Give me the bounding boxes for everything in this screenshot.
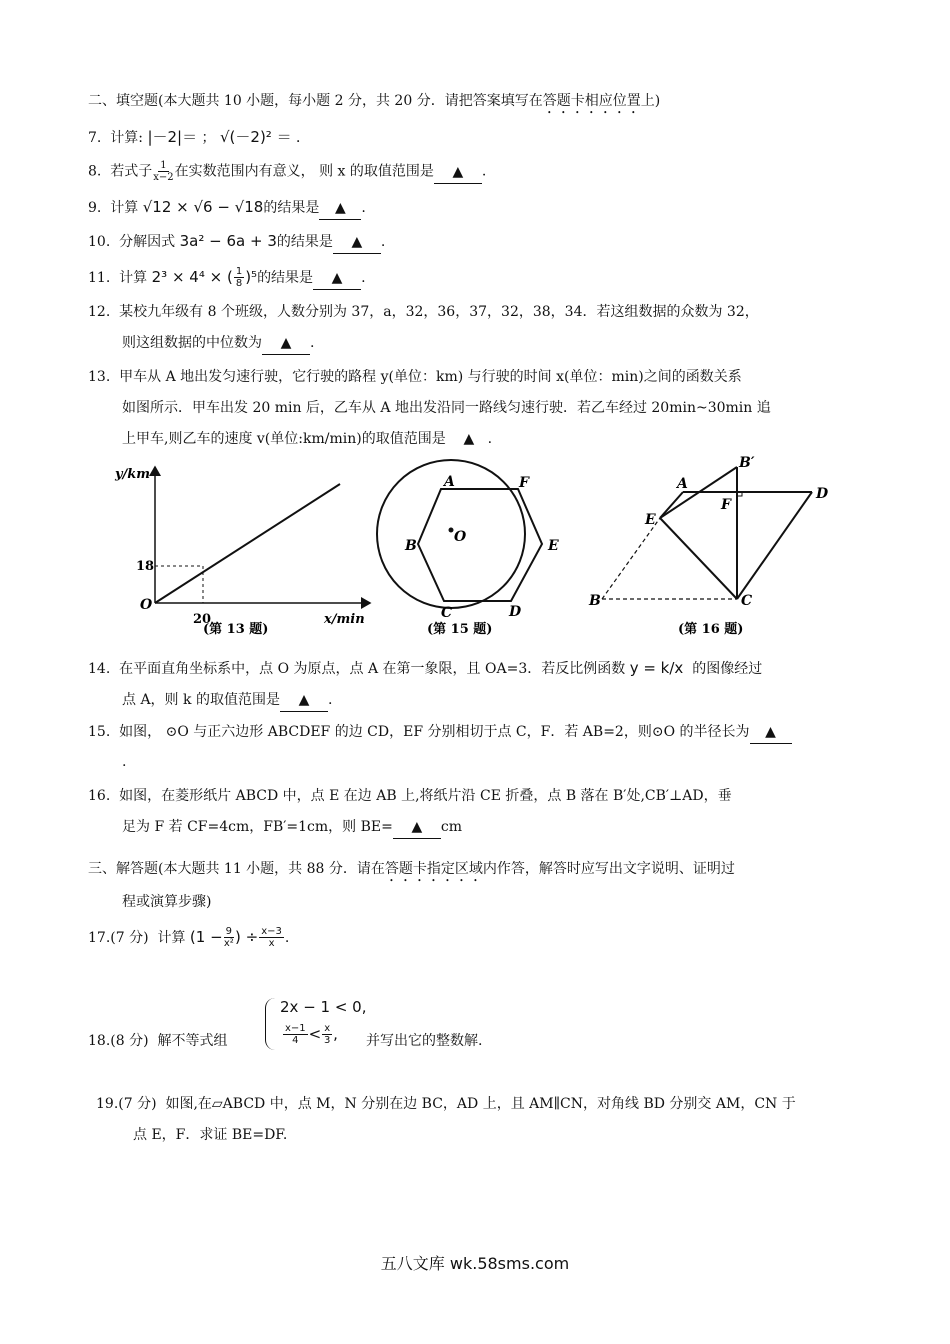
label-f: F [721,497,731,513]
question-13-line3: 上甲车,则乙车的速度 v(单位:km/min)的取值范围是 ▲ . [122,431,493,447]
center-point [449,528,454,533]
q17-expr: (1 − $\frac{9}{\text{x²}}$ ) ÷ $\frac{x-3}{x}$ [189,926,282,949]
label-f: F [519,475,529,491]
label-e: E [645,512,656,528]
q9-expr: √12 × √6 − √18 [142,198,264,216]
question-15-line2: . [122,754,127,770]
answer-blank: ▲ [393,816,441,839]
section2-title: 二、填空题(本大题共 10 小题，每小题 2 分，共 20 分．请把答案填写在答题卡相应位置上) [88,93,661,109]
q11-expr: 2³ × 4⁴ × ( $\frac{1}{8}$ )⁵ [151,266,258,289]
section3-title: 三、解答题(本大题共 11 小题，共 88 分．请在答题卡指定区域内作答，解答时应写出文字说明、证明过 [88,861,735,877]
question-14-line1: 14. 在平面直角坐标系中，点 O 为原点，点 A 在第一象限，且 OA=3．若反比例函数 y = k/x 的图像经过 [88,659,763,677]
segment-ec [660,518,737,599]
question-15-line1: 15. 如图， ⊙O 与正六边形 ABCDEF 的边 CD，EF 分别相切于点 C，F．若 AB=2，则⊙O 的半径长为 ▲ [88,721,792,744]
label-b-prime: B′ [739,455,755,471]
label-c: C [741,593,753,609]
question-19-line2: 点 E，F．求证 BE=DF. [133,1127,288,1143]
origin-label: O [140,597,153,613]
figure-13-caption: (第 13 题) [203,622,269,637]
question-16-line1: 16. 如图，在菱形纸片 ABCD 中，点 E 在边 AB 上,将纸片沿 CE 折叠，点 B 落在 B′处,CB′⊥AD，垂 [88,788,732,804]
question-13-line2: 如图所示．甲车出发 20 min 后，乙车从 A 地出发沿同一路线匀速行驶．若乙车经过 20min~30min 追 [122,400,771,416]
question-11: 11. 计算 2³ × 4⁴ × ( $\frac{1}{8}$ )⁵的结果是 ▲ . [88,266,366,289]
question-18-label: 18.(8 分) 解不等式组 [88,1033,228,1049]
footer-watermark: 五八文库 wk.58sms.com [380,1254,570,1273]
label-d: D [816,486,829,502]
question-9: 9. 计算 √12 × √6 − √18的结果是 ▲ . [88,196,366,220]
label-o: O [454,529,467,545]
y-axis-label: y/km [115,467,151,482]
x-axis-label: x/min [324,612,365,627]
question-14-line2: 点 A，则 k 的取值范围是 ▲ . [122,689,332,712]
figure-16 [588,455,829,637]
question-10: 10. 分解因式 3a² − 6a + 3的结果是 ▲ . [88,230,385,254]
segment-dc [737,492,812,599]
answer-blank: ▲ [319,197,361,220]
y-tick-label: 18 [136,559,155,574]
label-e: E [548,538,559,554]
graph-line [155,484,340,603]
x-tick-label: 20 [193,612,212,627]
answer-blank: ▲ [333,231,381,254]
question-17: 17.(7 分) 计算 (1 − $\frac{9}{\text{x²}}$ ) ÷ $\frac{x-3}{x}$ . [88,926,290,949]
figure-15 [377,460,559,637]
q7-expr2: √(－2)² ＝ [220,128,292,146]
label-b: B [589,593,601,609]
question-19-line1: 19.(7 分) 如图,在▱ABCD 中，点 M，N 分别在边 BC，AD 上，且 AM∥CN，对角线 BD 分别交 AM，CN 于 [96,1096,796,1112]
answer-blank: ▲ [313,267,361,290]
section3-title-line2: 程或演算步骤) [122,894,212,910]
figure-16-caption: (第 16 题) [678,622,744,637]
figures-row [0,455,950,645]
q18-inequality-1: 2x − 1 < 0, [280,998,367,1016]
question-13-line1: 13. 甲车从 A 地出发匀速行驶，它行驶的路程 y(单位：km) 与行驶的时间 x(单位：min)之间的函数关系 [88,369,742,385]
segment-be-dashed [602,518,660,599]
q18-inequality-2: $\frac{x-1}{4}$ < $\frac{x}{3}$ , [285,1023,338,1046]
question-7: 7. 计算: |－2|＝ ； √(－2)² ＝ ． [88,128,311,146]
label-d: D [509,604,522,620]
figure-13 [114,467,370,637]
question-12-line1: 12. 某校九年级有 8 个班级，人数分别为 37，a，32，36，37，32，38，34．若这组数据的众数为 32， [88,304,759,320]
question-16-line2: 足为 F 若 CF=4cm，FB′=1cm，则 BE= ▲ cm [122,816,462,839]
answer-triangle: ▲ [463,431,475,447]
q10-expr: 3a² − 6a + 3 [179,232,277,250]
question-18-post: 并写出它的整数解. [366,1033,483,1049]
answer-blank: ▲ [262,332,310,355]
brace [265,998,276,1050]
label-a: A [444,474,455,490]
q14-function: y = k/x [629,659,684,677]
q7-expr1: |－2|＝ [147,128,198,146]
question-12-line2: 则这组数据的中位数为 ▲ . [122,332,314,355]
answer-blank: ▲ [750,721,792,744]
label-b: B [405,538,417,554]
figure-15-caption: (第 15 题) [427,622,493,637]
answer-blank: ▲ [280,689,328,712]
label-c: C [441,605,453,621]
q8-fraction: $\frac{1}{x-2}$ [153,160,174,183]
label-a: A [677,476,688,492]
question-8: 8. 若式子 $\frac{1}{x-2}$ 在实数范围内有意义， 则 x 的取值范围是 ▲ . [88,160,487,183]
answer-blank: ▲ [434,161,482,184]
